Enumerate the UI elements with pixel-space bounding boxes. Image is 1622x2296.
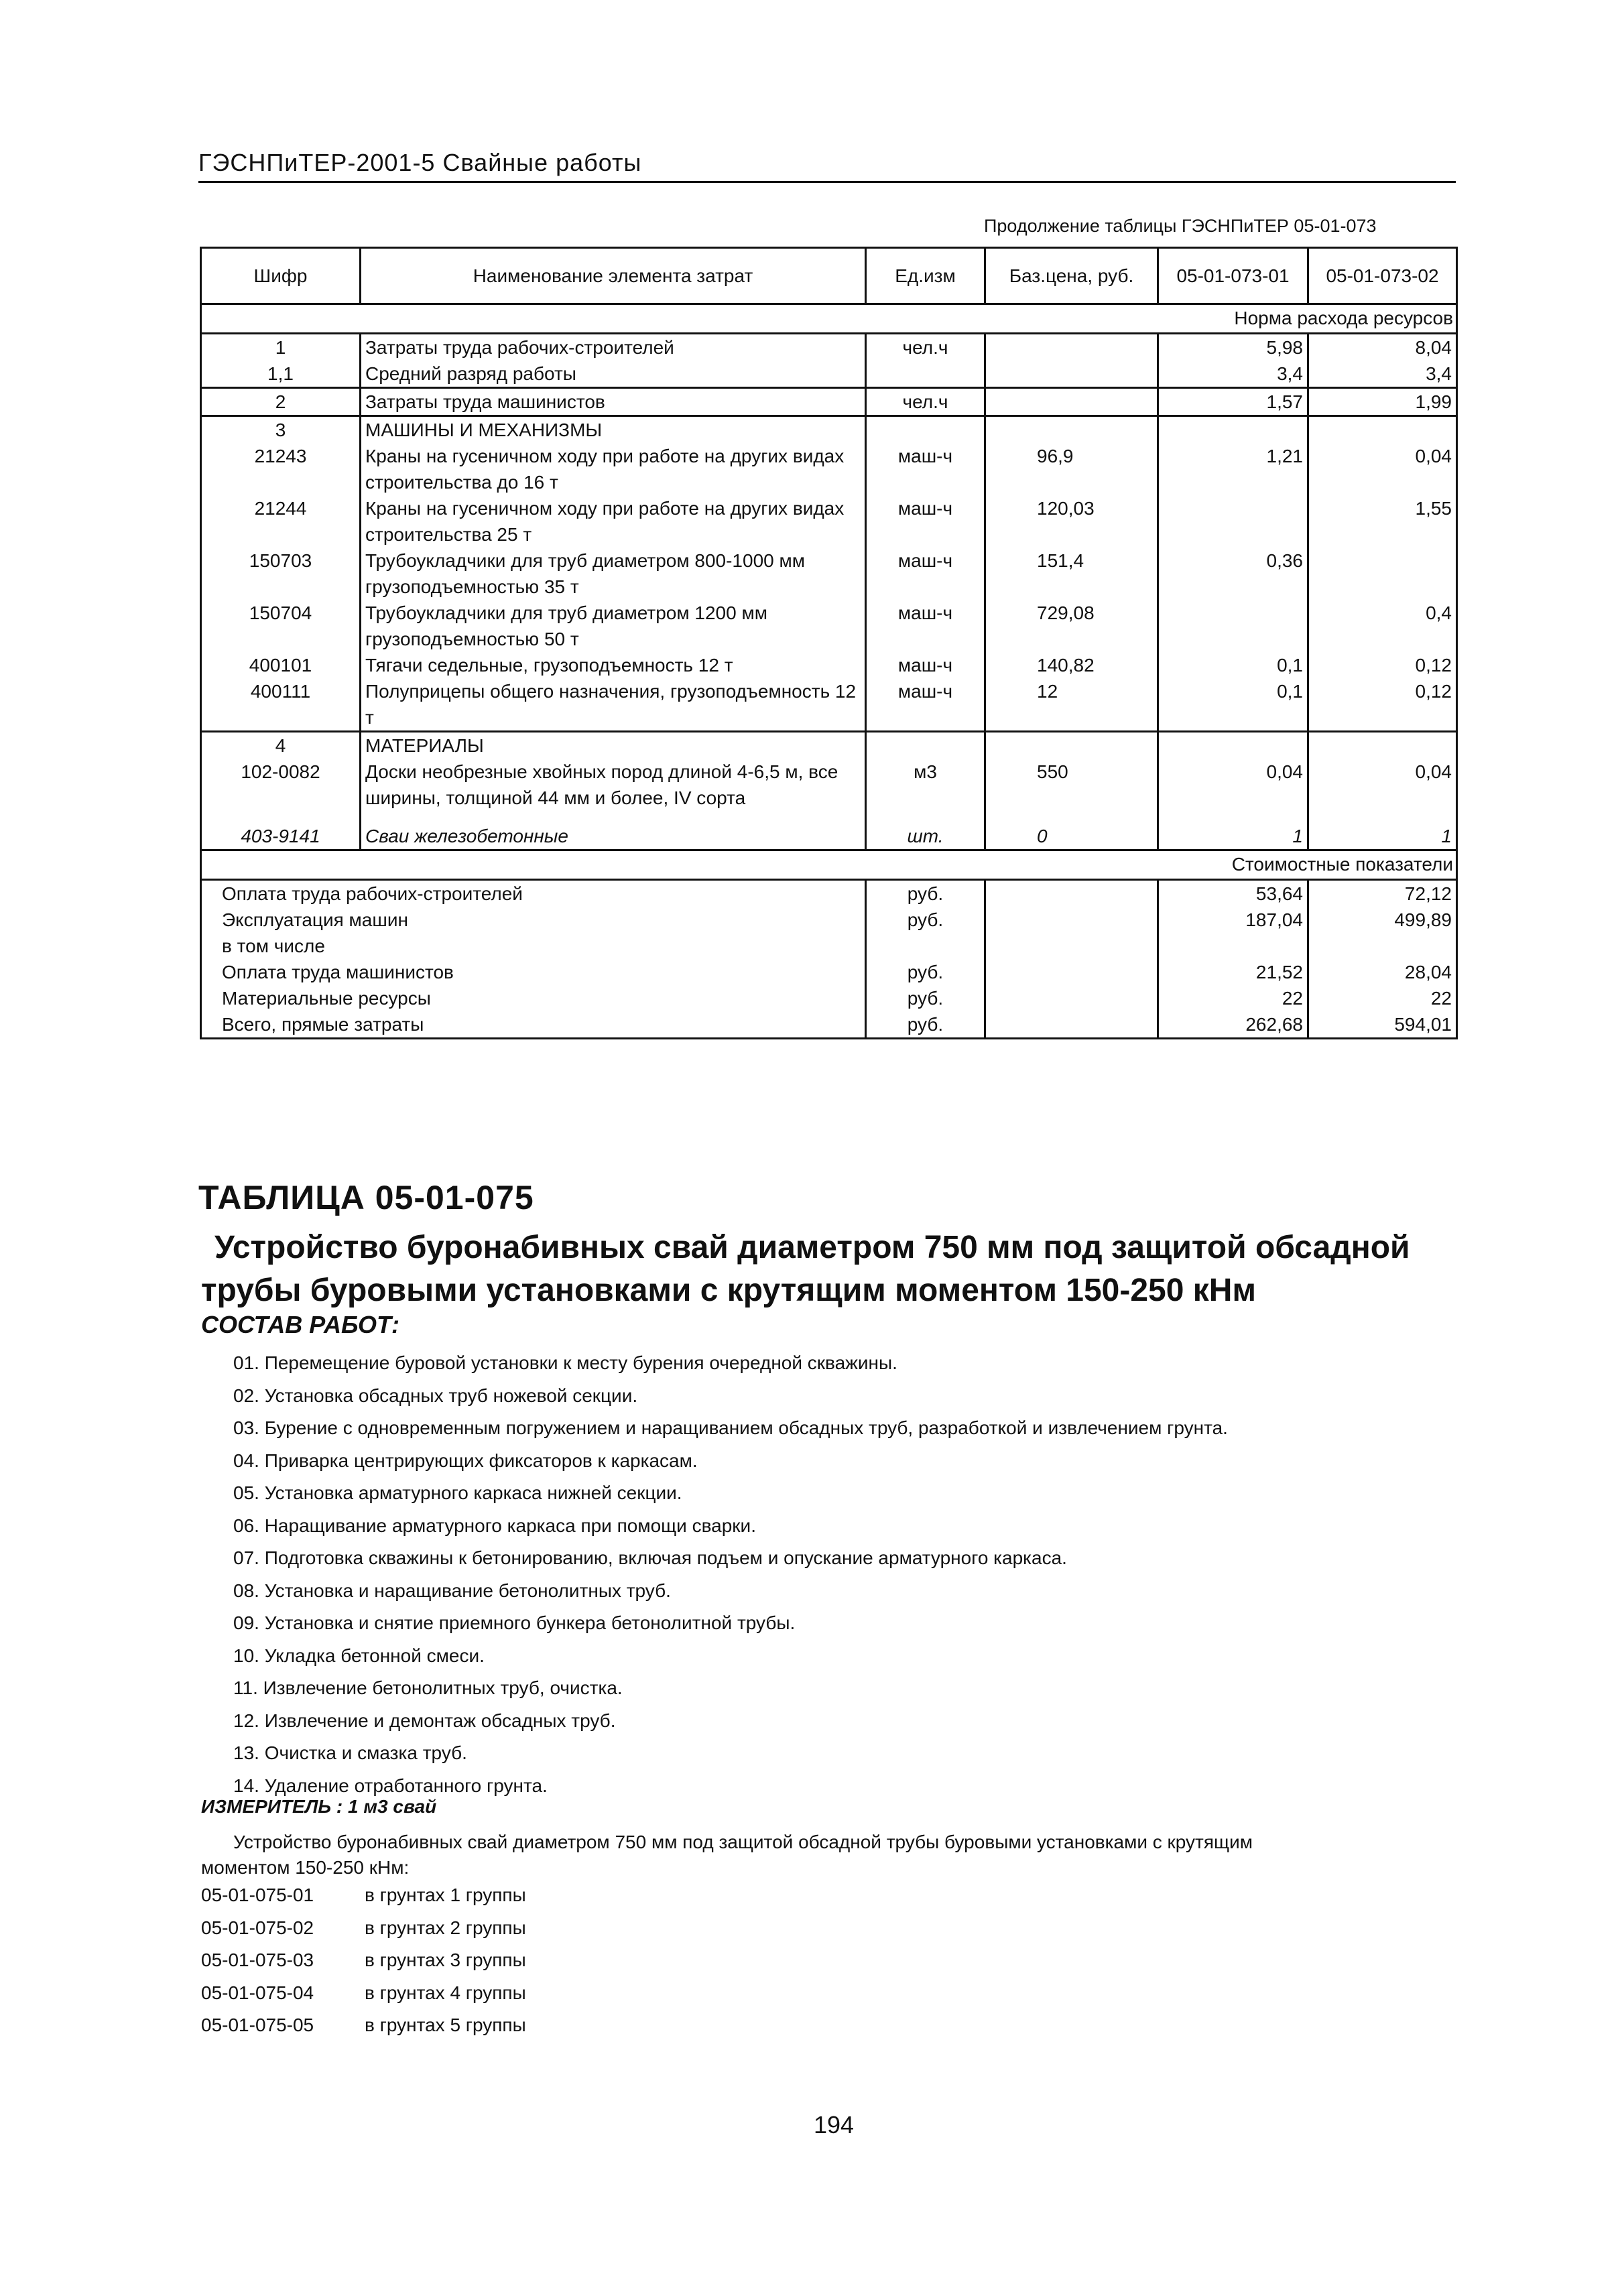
table-description-line-2: трубы буровыми установками с крутящим моментом 150-250 кНм bbox=[201, 1273, 1256, 1308]
cost-value-1 bbox=[1158, 933, 1308, 959]
row-value-2 bbox=[1308, 548, 1457, 600]
cost-name: в том числе bbox=[201, 933, 866, 959]
header-name: Наименование элемента затрат bbox=[361, 248, 866, 304]
variant-code: 05-01-075-04 bbox=[201, 1982, 314, 2003]
cost-unit: руб. bbox=[866, 907, 985, 933]
row-value-2 bbox=[1308, 732, 1457, 759]
row-name: Сваи железобетонные bbox=[361, 823, 866, 850]
row-unit bbox=[866, 361, 985, 388]
cost-row bbox=[201, 933, 1457, 959]
cost-value-2: 72,12 bbox=[1308, 880, 1457, 907]
cost-name: Оплата труда машинистов bbox=[201, 959, 866, 985]
row-unit: чел.ч bbox=[866, 388, 985, 416]
row-unit bbox=[866, 416, 985, 444]
row-unit: чел.ч bbox=[866, 334, 985, 361]
cost-band-row bbox=[201, 850, 1457, 880]
cost-unit: руб. bbox=[866, 985, 985, 1011]
work-item: 09. Установка и снятие приемного бункера бетонолитной трубы. bbox=[233, 1612, 796, 1633]
row-code: 150703 bbox=[201, 548, 361, 600]
header-price: Баз.цена, руб. bbox=[985, 248, 1158, 304]
row-value-2: 8,04 bbox=[1308, 334, 1457, 361]
cost-row bbox=[201, 1011, 1457, 1039]
cost-value-1: 53,64 bbox=[1158, 880, 1308, 907]
section-title-materials: МАТЕРИАЛЫ bbox=[361, 732, 866, 759]
work-item: 04. Приварка центрирующих фиксаторов к каркасам. bbox=[233, 1450, 698, 1471]
table-row bbox=[201, 548, 1457, 600]
cost-value-2: 28,04 bbox=[1308, 959, 1457, 985]
row-code: 1,1 bbox=[201, 361, 361, 388]
table-row bbox=[201, 759, 1457, 811]
row-value-2: 0,04 bbox=[1308, 443, 1457, 495]
page-number: 194 bbox=[814, 2111, 855, 2139]
work-item: 06. Наращивание арматурного каркаса при помощи сварки. bbox=[233, 1515, 756, 1536]
cost-band-label: Стоимостные показатели bbox=[201, 850, 1457, 880]
row-price bbox=[985, 732, 1158, 759]
header-col1: 05-01-073-01 bbox=[1158, 248, 1308, 304]
work-item: 07. Подготовка скважины к бетонированию, включая подъем и опускание арматурного каркаса. bbox=[233, 1547, 1067, 1568]
row-price: 0 bbox=[985, 823, 1158, 850]
row-price bbox=[985, 361, 1158, 388]
row-value-2: 0,12 bbox=[1308, 678, 1457, 732]
variant-code: 05-01-075-03 bbox=[201, 1950, 314, 1970]
row-name: Затраты труда машинистов bbox=[361, 388, 866, 416]
variant-row bbox=[201, 1944, 526, 1977]
variant-list bbox=[201, 1879, 526, 2042]
row-unit: маш-ч bbox=[866, 678, 985, 732]
row-code: 403-9141 bbox=[201, 823, 361, 850]
row-unit bbox=[866, 732, 985, 759]
row-code: 21243 bbox=[201, 443, 361, 495]
table-description-line-1: Устройство буронабивных свай диаметром 750 мм под защитой обсадной bbox=[214, 1230, 1410, 1265]
row-price bbox=[985, 388, 1158, 416]
row-code: 150704 bbox=[201, 600, 361, 652]
row-value-2 bbox=[1308, 416, 1457, 444]
row-code: 1 bbox=[201, 334, 361, 361]
norm-band-row bbox=[201, 304, 1457, 334]
row-value-2: 0,12 bbox=[1308, 652, 1457, 678]
cost-row bbox=[201, 880, 1457, 907]
table-heading: ТАБЛИЦА 05-01-075 bbox=[198, 1179, 534, 1216]
section-row-materials bbox=[201, 732, 1457, 759]
row-code: 400111 bbox=[201, 678, 361, 732]
row-price: 120,03 bbox=[985, 495, 1158, 548]
cost-row bbox=[201, 959, 1457, 985]
variant-desc: в грунтах 2 группы bbox=[365, 1917, 526, 1938]
row-unit: маш-ч bbox=[866, 548, 985, 600]
row-value-1: 1,21 bbox=[1158, 443, 1308, 495]
work-section-label: СОСТАВ РАБОТ: bbox=[201, 1311, 399, 1338]
variant-row bbox=[201, 1912, 526, 1945]
work-item: 05. Установка арматурного каркаса нижней секции. bbox=[233, 1482, 682, 1503]
row-value-1: 0,1 bbox=[1158, 652, 1308, 678]
row-unit: маш-ч bbox=[866, 652, 985, 678]
work-item: 12. Извлечение и демонтаж обсадных труб. bbox=[233, 1710, 616, 1731]
header-col2: 05-01-073-02 bbox=[1308, 248, 1457, 304]
work-list bbox=[233, 1347, 1228, 1802]
row-name: Краны на гусеничном ходу при работе на других видах строительства 25 т bbox=[361, 495, 866, 548]
variant-code: 05-01-075-05 bbox=[201, 2015, 314, 2035]
norm-band-label: Норма расхода ресурсов bbox=[201, 304, 1457, 334]
header-rule bbox=[198, 181, 1456, 183]
row-code: 102-0082 bbox=[201, 759, 361, 811]
row-unit: маш-ч bbox=[866, 495, 985, 548]
row-unit: маш-ч bbox=[866, 600, 985, 652]
row-value-2: 1,55 bbox=[1308, 495, 1457, 548]
row-name: Трубоукладчики для труб диаметром 800-1000 мм грузоподъемностью 35 т bbox=[361, 548, 866, 600]
row-code: 4 bbox=[201, 732, 361, 759]
row-price: 96,9 bbox=[985, 443, 1158, 495]
intro-text bbox=[201, 1830, 1448, 1880]
row-name: Полуприцепы общего назначения, грузоподъемность 12 т bbox=[361, 678, 866, 732]
cost-value-1: 262,68 bbox=[1158, 1011, 1308, 1039]
table-row bbox=[201, 388, 1457, 416]
row-price: 151,4 bbox=[985, 548, 1158, 600]
table-row bbox=[201, 443, 1457, 495]
table-row bbox=[201, 361, 1457, 388]
row-price: 12 bbox=[985, 678, 1158, 732]
table-row bbox=[201, 823, 1457, 850]
work-item: 02. Установка обсадных труб ножевой секции. bbox=[233, 1385, 638, 1406]
intro-line-1: Устройство буронабивных свай диаметром 750 мм под защитой обсадной трубы буровыми установками с крутящим bbox=[233, 1832, 1253, 1852]
row-unit: маш-ч bbox=[866, 443, 985, 495]
row-price: 140,82 bbox=[985, 652, 1158, 678]
work-item: 10. Укладка бетонной смеси. bbox=[233, 1645, 485, 1666]
variant-desc: в грунтах 1 группы bbox=[365, 1885, 526, 1905]
row-price: 729,08 bbox=[985, 600, 1158, 652]
row-price: 550 bbox=[985, 759, 1158, 811]
cost-row bbox=[201, 907, 1457, 933]
work-item: 14. Удаление отработанного грунта. bbox=[233, 1775, 548, 1796]
cost-value-1: 21,52 bbox=[1158, 959, 1308, 985]
row-price bbox=[985, 334, 1158, 361]
row-name: Средний разряд работы bbox=[361, 361, 866, 388]
row-value-1: 1 bbox=[1158, 823, 1308, 850]
resource-table bbox=[200, 247, 1458, 1039]
cost-value-2: 594,01 bbox=[1308, 1011, 1457, 1039]
variant-desc: в грунтах 3 группы bbox=[365, 1950, 526, 1970]
spacer-row bbox=[201, 811, 1457, 823]
intro-line-2: моментом 150-250 кНм: bbox=[201, 1857, 410, 1878]
work-item: 13. Очистка и смазка труб. bbox=[233, 1742, 467, 1763]
cost-row bbox=[201, 985, 1457, 1011]
table-header-row bbox=[201, 248, 1457, 304]
row-value-2: 1,99 bbox=[1308, 388, 1457, 416]
work-item: 01. Перемещение буровой установки к месту бурения очередной скважины. bbox=[233, 1352, 897, 1373]
row-value-2: 3,4 bbox=[1308, 361, 1457, 388]
cost-unit: руб. bbox=[866, 1011, 985, 1039]
row-value-1: 0,36 bbox=[1158, 548, 1308, 600]
table-description bbox=[201, 1226, 1448, 1312]
cost-unit: руб. bbox=[866, 880, 985, 907]
cost-value-1: 22 bbox=[1158, 985, 1308, 1011]
row-code: 400101 bbox=[201, 652, 361, 678]
continuation-label: Продолжение таблицы ГЭСНПиТЕР 05-01-073 bbox=[984, 216, 1377, 236]
row-value-1: 0,04 bbox=[1158, 759, 1308, 811]
measure-label: ИЗМЕРИТЕЛЬ : 1 м3 свай bbox=[201, 1796, 437, 1817]
section-title-machines: МАШИНЫ И МЕХАНИЗМЫ bbox=[361, 416, 866, 444]
cost-value-2: 22 bbox=[1308, 985, 1457, 1011]
row-value-2: 1 bbox=[1308, 823, 1457, 850]
work-item: 08. Установка и наращивание бетонолитных труб. bbox=[233, 1580, 671, 1601]
header-unit: Ед.изм bbox=[866, 248, 985, 304]
table-row bbox=[201, 678, 1457, 732]
cost-name: Эксплуатация машин bbox=[201, 907, 866, 933]
header-code: Шифр bbox=[201, 248, 361, 304]
row-value-1 bbox=[1158, 732, 1308, 759]
section-row-machines bbox=[201, 416, 1457, 444]
table-row bbox=[201, 652, 1457, 678]
row-name: Трубоукладчики для труб диаметром 1200 мм грузоподъемностью 50 т bbox=[361, 600, 866, 652]
row-price bbox=[985, 416, 1158, 444]
cost-name: Всего, прямые затраты bbox=[201, 1011, 866, 1039]
cost-value-1: 187,04 bbox=[1158, 907, 1308, 933]
row-code: 3 bbox=[201, 416, 361, 444]
row-unit: шт. bbox=[866, 823, 985, 850]
row-name: Краны на гусеничном ходу при работе на других видах строительства до 16 т bbox=[361, 443, 866, 495]
row-value-1 bbox=[1158, 416, 1308, 444]
table-row bbox=[201, 495, 1457, 548]
table-row bbox=[201, 334, 1457, 361]
variant-code: 05-01-075-02 bbox=[201, 1917, 314, 1938]
variant-code: 05-01-075-01 bbox=[201, 1885, 314, 1905]
row-value-1: 5,98 bbox=[1158, 334, 1308, 361]
table-row bbox=[201, 600, 1457, 652]
row-unit: м3 bbox=[866, 759, 985, 811]
row-value-2: 0,4 bbox=[1308, 600, 1457, 652]
cost-name: Материальные ресурсы bbox=[201, 985, 866, 1011]
cost-unit bbox=[866, 933, 985, 959]
cost-name: Оплата труда рабочих-строителей bbox=[201, 880, 866, 907]
row-name: Тягачи седельные, грузоподъемность 12 т bbox=[361, 652, 866, 678]
cost-unit: руб. bbox=[866, 959, 985, 985]
row-name: Доски необрезные хвойных пород длиной 4-6,5 м, все ширины, толщиной 44 мм и более, IV сорта bbox=[361, 759, 866, 811]
row-value-2: 0,04 bbox=[1308, 759, 1457, 811]
work-item: 03. Бурение с одновременным погружением и наращиванием обсадных труб, разработкой и извлечением грунта. bbox=[233, 1417, 1228, 1438]
variant-row bbox=[201, 1977, 526, 2010]
row-code: 21244 bbox=[201, 495, 361, 548]
variant-desc: в грунтах 4 группы bbox=[365, 1982, 526, 2003]
row-value-1: 3,4 bbox=[1158, 361, 1308, 388]
running-header-title: ГЭСНПиТЕР-2001-5 Свайные работы bbox=[198, 149, 642, 176]
row-value-1 bbox=[1158, 600, 1308, 652]
variant-row bbox=[201, 1879, 526, 1912]
row-code: 2 bbox=[201, 388, 361, 416]
variant-row bbox=[201, 2009, 526, 2042]
row-name: Затраты труда рабочих-строителей bbox=[361, 334, 866, 361]
cost-value-2: 499,89 bbox=[1308, 907, 1457, 933]
cost-value-2 bbox=[1308, 933, 1457, 959]
row-value-1: 1,57 bbox=[1158, 388, 1308, 416]
row-value-1: 0,1 bbox=[1158, 678, 1308, 732]
row-value-1 bbox=[1158, 495, 1308, 548]
variant-desc: в грунтах 5 группы bbox=[365, 2015, 526, 2035]
work-item: 11. Извлечение бетонолитных труб, очистка. bbox=[233, 1677, 623, 1698]
